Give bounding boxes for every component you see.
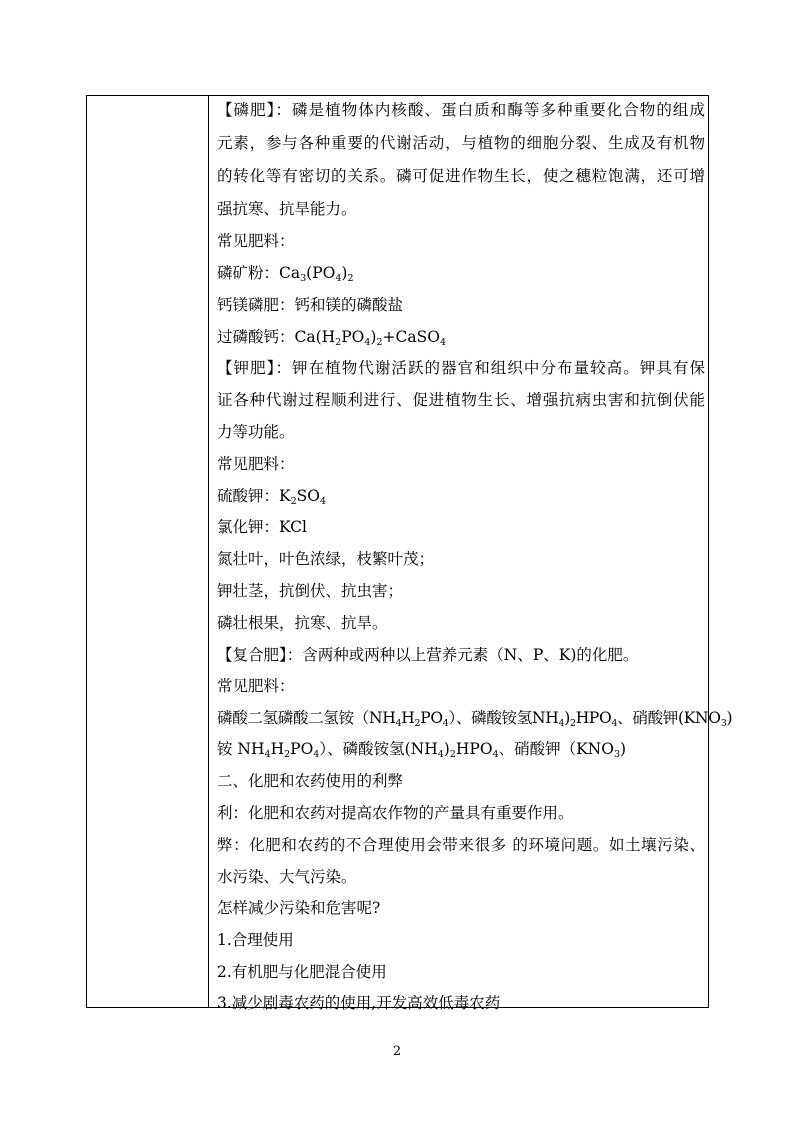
calmag-line: 钙镁磷肥：钙和镁的磷酸盐 xyxy=(217,296,404,314)
section2-pro: 利：化肥和农药对提高农作物的产量具有重要作用。 xyxy=(217,804,574,822)
sub: 4 xyxy=(611,718,618,729)
seg: 磷酸二氢磷酸二氢铵（NH xyxy=(217,709,396,727)
column-divider xyxy=(208,96,209,1007)
potassium-line-2: 证各种代谢过程顺利进行、促进植物生长、增强抗病虫害和抗倒伏能 xyxy=(217,391,705,409)
phosphate-line-3: 的转化等有密切的关系。磷可促进作物生长，使之穗粒饱满，还可增 xyxy=(217,167,705,185)
page-number: 2 xyxy=(392,1044,402,1059)
phosphate-line-2: 元素，参与各种重要的代谢活动，与植物的细胞分裂、生成及有机物 xyxy=(217,134,705,152)
rock-end: ) xyxy=(341,264,348,282)
super-tail: +CaSO xyxy=(382,328,440,346)
seg: PO xyxy=(290,740,314,758)
compound-heading: 【复合肥】 xyxy=(217,646,287,664)
super-mid: PO xyxy=(341,328,365,346)
sub: 4 xyxy=(558,718,565,729)
super-end: ) xyxy=(370,328,377,346)
seg: ) xyxy=(619,740,627,758)
summary-phosphorus: 磷壮根果，抗寒、抗旱。 xyxy=(217,614,388,632)
sub: 2 xyxy=(284,749,291,760)
measure-1: 1.合理使用 xyxy=(217,931,294,949)
seg: ) xyxy=(564,709,570,727)
measure-2: 2.有机肥与化肥混合使用 xyxy=(217,963,387,981)
sub: 4 xyxy=(439,337,446,348)
compound-list-line-1 xyxy=(217,708,732,731)
sub: 4 xyxy=(319,496,327,507)
seg: 铵 NH xyxy=(217,740,265,758)
summary-potassium: 钾壮茎，抗倒伏、抗虫害； xyxy=(217,582,404,600)
sub: 4 xyxy=(313,749,320,760)
potassium-line-3: 力等功能。 xyxy=(217,423,295,441)
potassium-sulfate-line xyxy=(217,486,326,509)
superphosphate-line xyxy=(217,327,446,350)
sub: 2 xyxy=(414,718,421,729)
sub: 4 xyxy=(492,749,499,760)
phosphate-heading: 【磷肥】 xyxy=(217,101,276,119)
phosphate-common-label: 常见肥料： xyxy=(217,232,295,250)
seg: PO xyxy=(420,709,443,727)
sulfate-mid: SO xyxy=(296,487,320,505)
sub: 4 xyxy=(442,718,449,729)
rock-phosphate-line xyxy=(217,263,354,286)
sub: 2 xyxy=(290,496,297,507)
potassium-chloride-line: 氯化钾：KCl xyxy=(217,518,307,536)
section2-title: 二、化肥和农药使用的利弊 xyxy=(217,772,404,790)
seg: H xyxy=(270,740,285,758)
measure-3: 3.减少剧毒农药的使用,开发高效低毒农药 xyxy=(217,994,501,1012)
potassium-line-1 xyxy=(217,358,705,378)
potassium-common-label: 常见肥料： xyxy=(217,455,295,473)
seg: 、硝酸钾（KNO xyxy=(498,740,614,758)
compound-list-line-2 xyxy=(217,739,626,762)
potassium-heading: 【钾肥】 xyxy=(217,359,276,377)
sub: 3 xyxy=(613,749,620,760)
section2-con-1: 弊：化肥和农药的不合理使用会带来很多 的环境问题。如土壤污染、 xyxy=(217,836,705,854)
sub: 3 xyxy=(300,273,307,284)
content-table xyxy=(86,95,733,1012)
seg: ）、磷酸铵氢(NH xyxy=(319,740,438,758)
compound-desc: ：含两种或两种以上营养元素（N、P、K)的化肥。 xyxy=(286,646,639,664)
seg: ）、磷酸铵氢NH xyxy=(448,709,559,727)
super-label: 过磷酸钙：Ca(H xyxy=(217,328,336,346)
sub: 4 xyxy=(364,337,371,348)
rock-label: 磷矿粉：Ca xyxy=(217,264,301,282)
sulfate-label: 硫酸钾：K xyxy=(217,487,291,505)
compound-line xyxy=(217,645,638,665)
potassium-text-1: ：钾在植物代谢活跃的器官和组织中分布量较高。钾具有保 xyxy=(275,359,705,377)
rock-mid: (PO xyxy=(306,264,336,282)
seg: HPO xyxy=(575,709,612,727)
seg: 、硝酸钾(KNO xyxy=(617,709,721,727)
sub: 4 xyxy=(395,718,402,729)
sub: 2 xyxy=(347,273,354,284)
section2-con-2: 水污染、大气污染。 xyxy=(217,868,357,886)
seg: ) xyxy=(726,709,733,727)
sub: 4 xyxy=(264,749,271,760)
sub: 4 xyxy=(437,749,444,760)
phosphate-line-4: 强抗寒、抗旱能力。 xyxy=(217,200,357,218)
phosphate-text-1: ：磷是植物体内核酸、蛋白质和酶等多种重要化合物的组成 xyxy=(275,101,705,119)
phosphate-line-1 xyxy=(217,100,705,120)
sub: 2 xyxy=(376,337,383,348)
seg: H xyxy=(401,709,415,727)
sub: 2 xyxy=(449,749,456,760)
sub: 4 xyxy=(335,273,342,284)
summary-nitrogen: 氮壮叶，叶色浓绿，枝繁叶茂； xyxy=(217,550,435,568)
seg: ) xyxy=(443,740,450,758)
sub: 3 xyxy=(720,718,727,729)
sub: 2 xyxy=(569,718,576,729)
seg: HPO xyxy=(455,740,493,758)
compound-common-label: 常见肥料： xyxy=(217,677,295,695)
section2-question: 怎样减少污染和危害呢? xyxy=(217,899,381,917)
sub: 2 xyxy=(335,337,342,348)
